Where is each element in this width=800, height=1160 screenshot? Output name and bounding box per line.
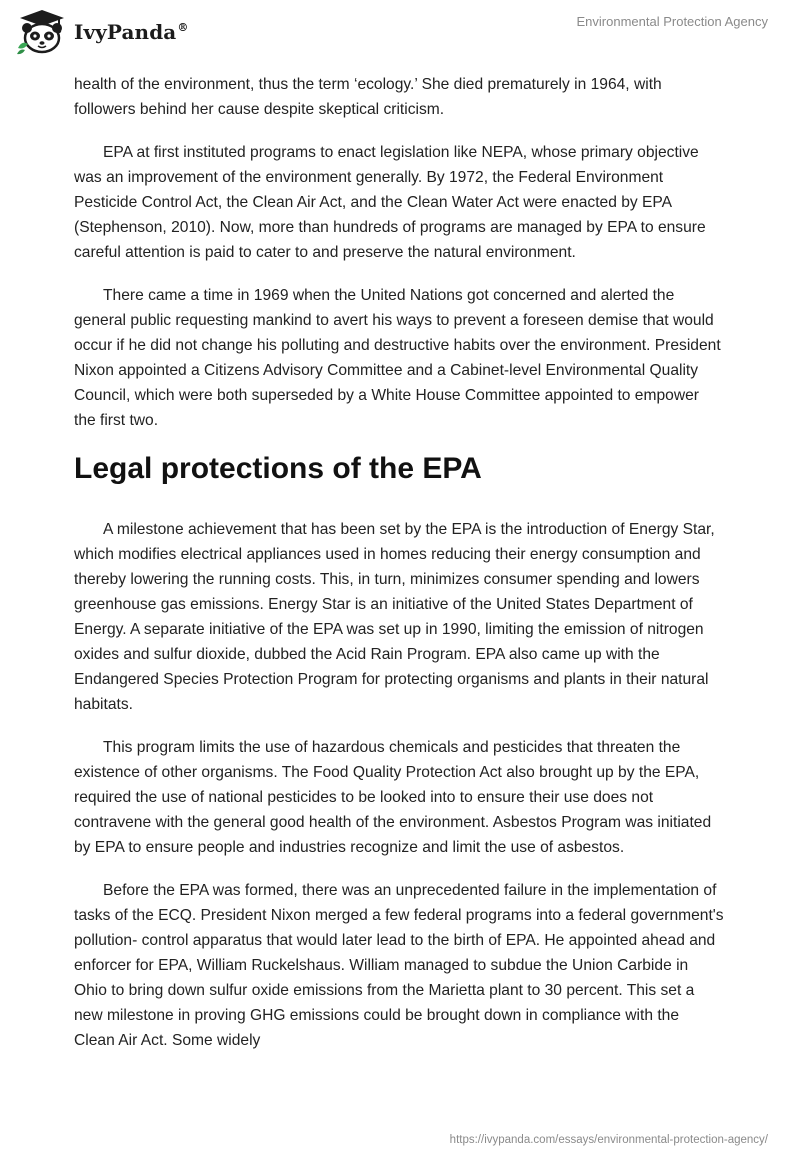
paragraph: There came a time in 1969 when the United Nations got concerned and alerted the general public requesting mankind to avert his ways to prevent a foreseen demise that would occur if he did not change his polluting and destructive habits over the environment. President Nixon appointed a Citizens Advisory Committee and a Cabinet-level Environmental Quality Council, which were both superseded by a White House Committee appointed to empower the first two. <box>74 287 721 429</box>
paragraph: EPA at first instituted programs to enact legislation like NEPA, whose primary objective was an improvement of the environment generally. By 1972, the Federal Environment Pesticide Control Act, the Clean Air Act, and the Clean Water Act were enacted by EPA (Stephenson, 2010). Now, more than hundreds of programs are managed by EPA to ensure careful attention is paid to cater to and preserve the natural environment. <box>74 144 706 261</box>
paragraph: This program limits the use of hazardous chemicals and pesticides that threaten the existence of other organisms. The Food Quality Protection Act also brought up by the EPA, required the use of national pesticides to be looked into to ensure their use does not contravene with the general good health of the environment. Asbestos Program was initiated by EPA to ensure people and industries recognize and limit the use of asbestos. <box>74 739 712 856</box>
paragraph: Before the EPA was formed, there was an unprecedented failure in the implementation of tasks of the ECQ. President Nixon merged a few federal programs into a federal government's pollution- control apparatus that would later lead to the birth of EPA. He appointed ahead and enforcer for EPA, William Ruckelshaus. William managed to subdue the Union Carbide in Ohio to bring down sulfur oxide emissions from the Marietta plant to 30 percent. This set a new milestone in proving GHG emissions could be brought down in compliance with the Clean Air Act. Some widely <box>74 882 724 1049</box>
registered-mark: ® <box>177 21 189 35</box>
page-header <box>0 0 800 62</box>
paragraph: A milestone achievement that has been set by the EPA is the introduction of Energy Star, which modifies electrical appliances used in homes reducing their energy consumption and thereby lowering the running costs. This, in turn, minimizes consumer spending and lowers greenhouse gas emissions. Energy Star is an initiative of the United States Department of Energy. A separate initiative of the EPA was set up in 1990, limiting the emission of nitrogen oxides and sulfur dioxide, dubbed the Acid Rain Program. EPA also came up with the Endangered Species Protection Program for protecting organisms and plants in their natural habitats. <box>74 521 715 713</box>
panda-mascot-icon <box>14 8 70 56</box>
source-url[interactable]: https://ivypanda.com/essays/environmental-protection-agency/ <box>449 1134 768 1146</box>
document-title: Environmental Protection Agency <box>576 14 768 29</box>
paragraph-continuation: health of the environment, thus the term ‘ecology.’ She died prematurely in 1964, with followers behind her cause despite skeptical criticism. <box>74 76 662 118</box>
ivypanda-logo[interactable] <box>14 8 188 56</box>
section-heading: Legal protections of the EPA <box>74 452 482 485</box>
essay-body <box>74 72 724 1071</box>
brand-name: IvyPanda® <box>74 20 189 44</box>
